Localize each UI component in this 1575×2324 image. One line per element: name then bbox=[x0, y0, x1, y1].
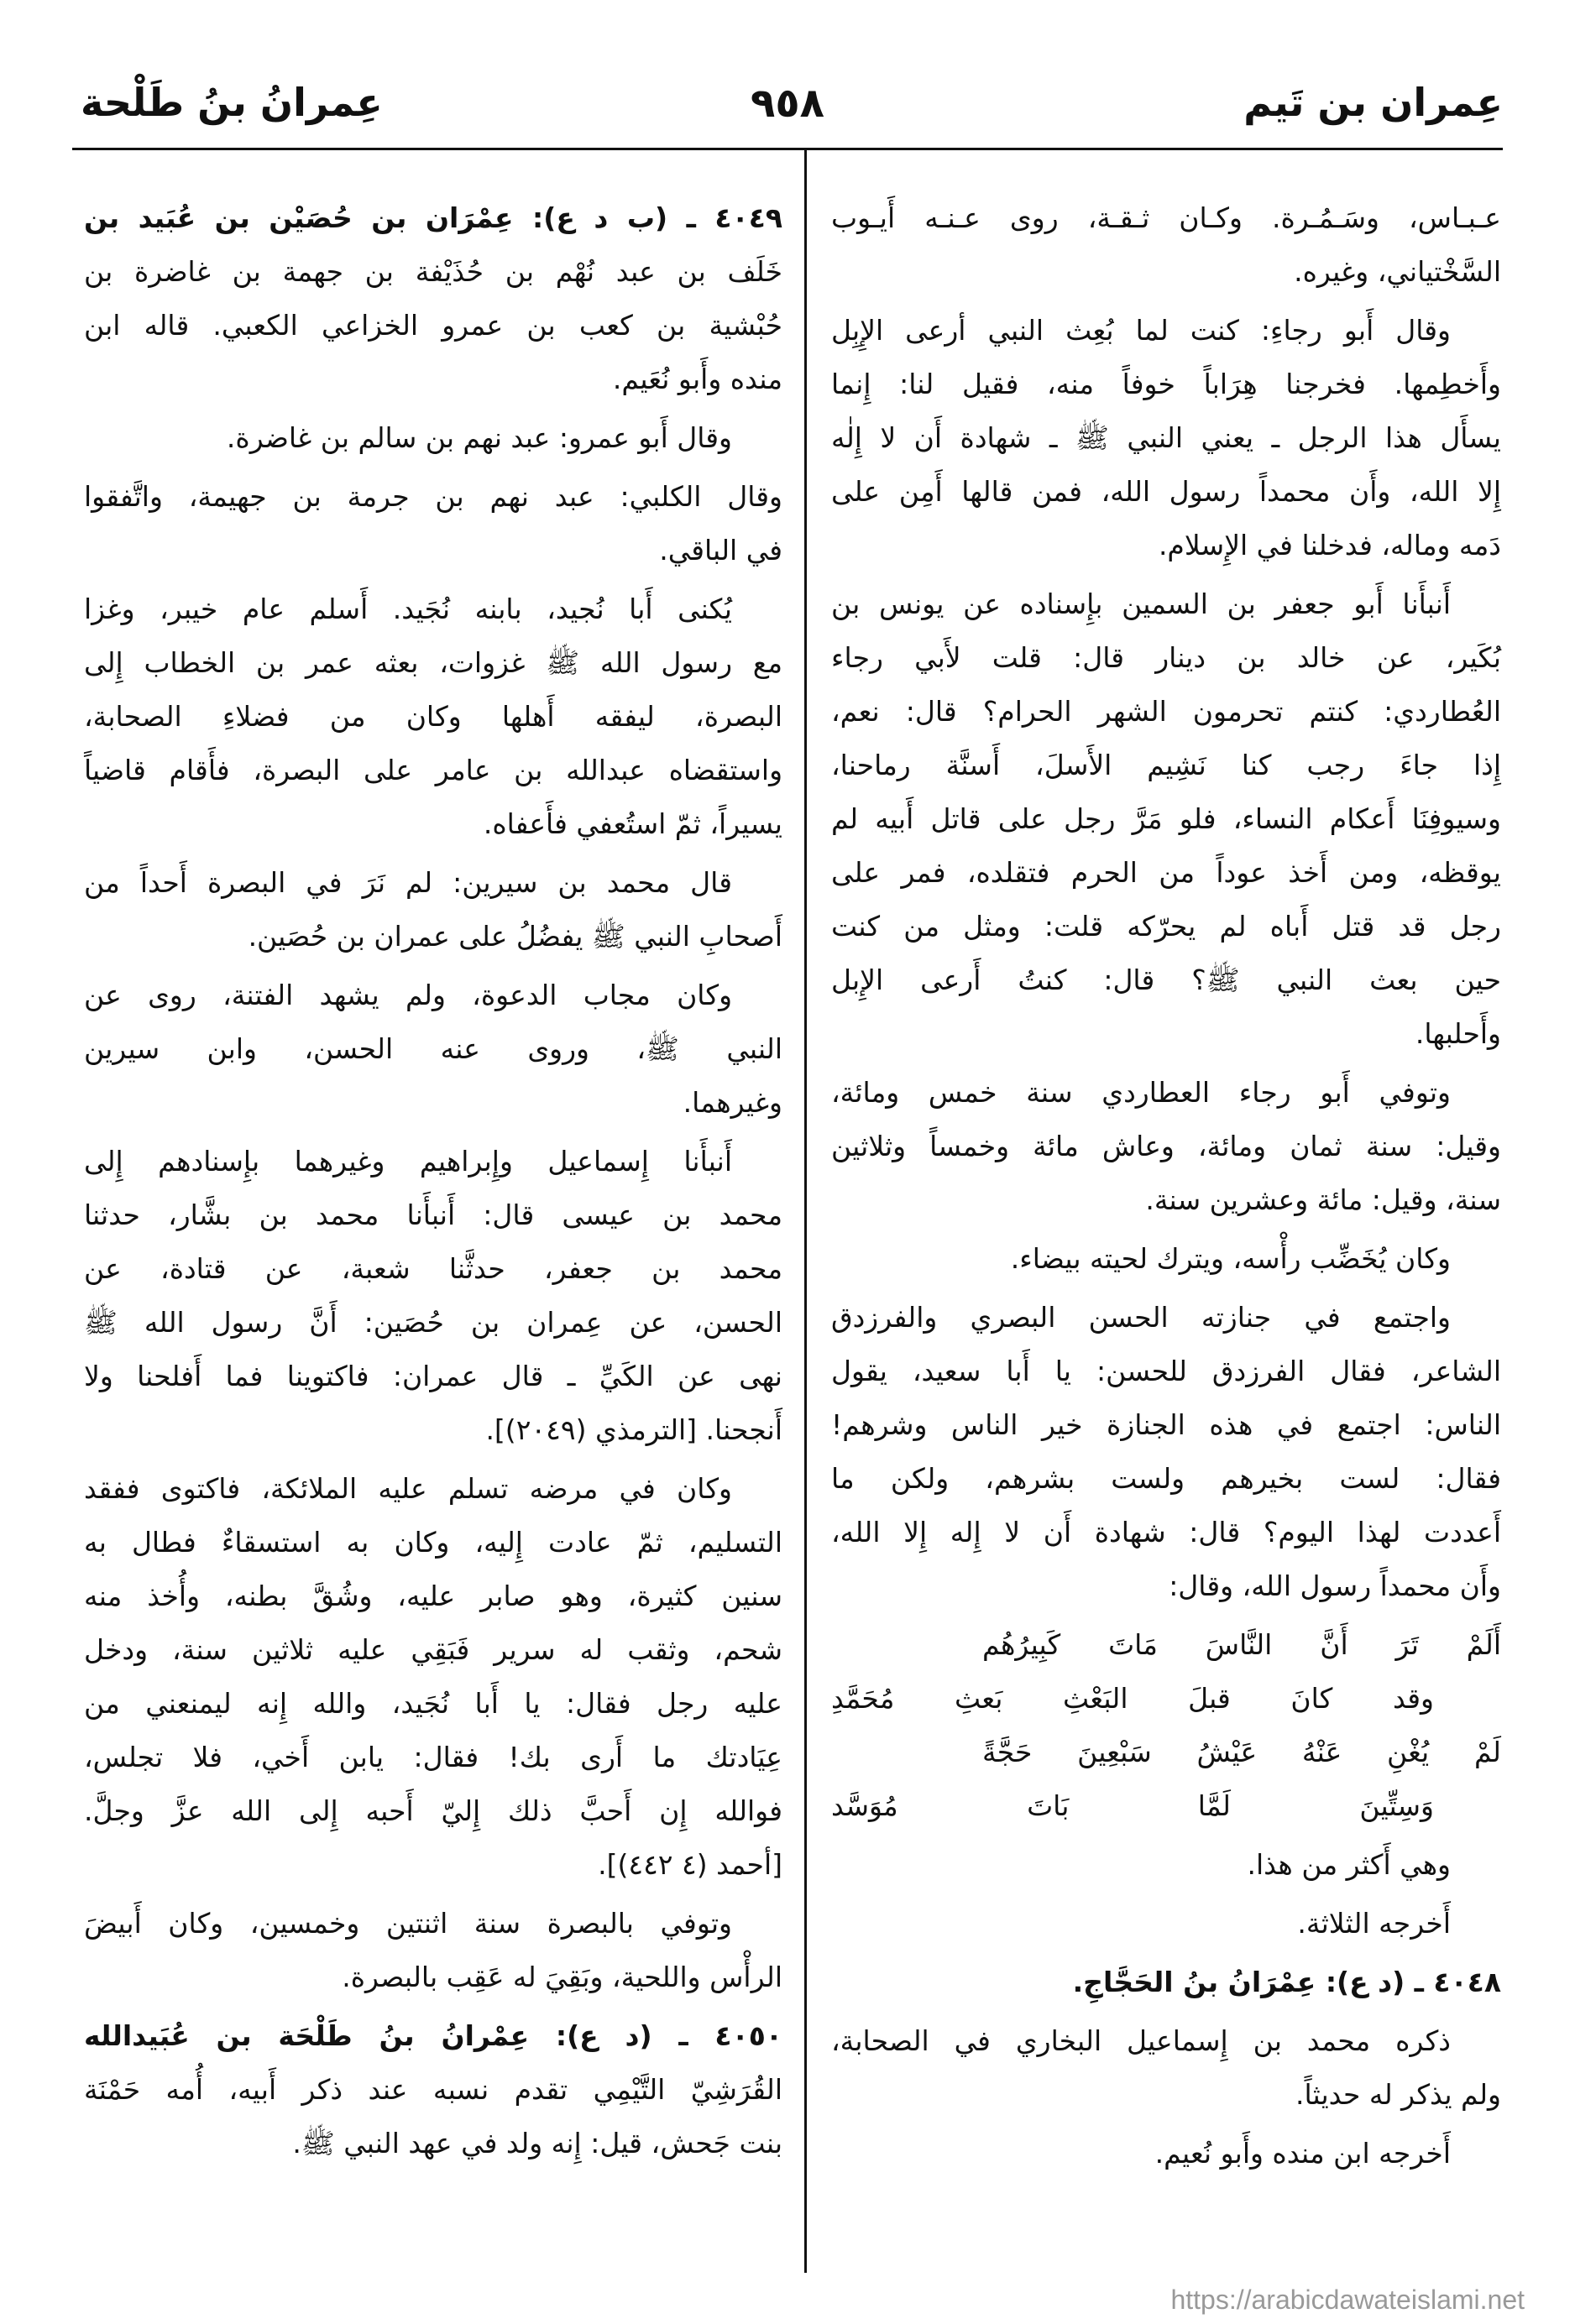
text-line: وَسِتِّينَ لَمَّا بَاتَ مُوَسَّد bbox=[831, 1789, 1434, 1822]
text-line: مع رسول الله ﷺ غزوات، بعثه عمر بن الخطاب إِلى bbox=[84, 646, 782, 679]
text-line: نهى عن الكَيِّ ـ قال عمران: فاكتوينا فما أَفلحنا ولا bbox=[84, 1360, 782, 1392]
text-line: وتوفي بالبصرة سنة اثنتين وخمسين، وكان أَبيضَ bbox=[84, 1907, 732, 1940]
text-line: وقال أَبو عمرو: عبد نهم بن سالم بن غاضرة. bbox=[226, 421, 732, 454]
text-line: أَخرجه ابن منده وأَبو نُعيم. bbox=[1154, 2137, 1451, 2170]
paragraph bbox=[831, 1897, 1501, 1951]
text-line: أَعددت لهذا اليوم؟ قال: شهادة أَن لا إِله إِلا الله، bbox=[831, 1516, 1501, 1548]
paragraph bbox=[831, 2014, 1501, 2122]
paragraph bbox=[831, 1066, 1501, 1227]
text-line: وقال الكلبي: عبد نهم بن جرمة بن جهيمة، واتَّفقوا bbox=[84, 480, 782, 513]
text-line: عليه رجل فقال: يا أَبا نُجَيد، والله إِنه ليمنعني من bbox=[84, 1687, 782, 1720]
entry-heading-paragraph bbox=[84, 191, 782, 406]
text-line: بنت جَحش، قيل: إِنه ولد في عهد النبي ﷺ. bbox=[292, 2127, 782, 2159]
text-line: أَنبأَنا أَبو جعفر بن السمين بإِسناده عن يونس بن bbox=[831, 588, 1451, 620]
text-line: واجتمع في جنازته الحسن البصري والفرزدق bbox=[831, 1301, 1451, 1334]
paragraph bbox=[831, 304, 1501, 572]
text-line: الرأْس واللحية، وبَقِيَ له عَقِب بالبصرة. bbox=[342, 1961, 782, 1993]
paragraph bbox=[84, 969, 782, 1130]
text-line: وقد كانَ قبلَ البَعْثِ بَعثِ مُحَمَّدِ bbox=[831, 1682, 1434, 1715]
text-line: يسأَل هذا الرجل ـ يعني النبي ﷺ ـ شهادة أَن لا إِلٰه bbox=[831, 421, 1501, 454]
text-line: محمد بن عيسى قال: أَنبأَنا محمد بن بشَّار، حدثنا bbox=[84, 1199, 782, 1231]
text-line: دَمه وماله، فدخلنا في الإِسلام. bbox=[1158, 529, 1501, 561]
text-line: يوقظه، ومن أَخذ عوداً من الحرم فتقلده، فمر على bbox=[831, 856, 1501, 889]
text-line: سنين كثيرة، وهو صابر عليه، وشُقَّ بطنه، وأُخذ منه bbox=[84, 1580, 782, 1612]
paragraph bbox=[84, 470, 782, 577]
right-column bbox=[831, 191, 1501, 2186]
text-line: أَنبأَنا إِسماعيل وإِبراهيم وغيرهما بإِسنادهم إِلى bbox=[84, 1145, 732, 1178]
text-line: بُكَير، عن خالد بن دينار قال: قلت لأَبي رجاء bbox=[831, 641, 1501, 674]
paragraph bbox=[84, 1462, 782, 1892]
page-number: ٩٥٨ bbox=[751, 80, 824, 127]
paragraph bbox=[831, 1838, 1501, 1892]
paragraph bbox=[831, 1232, 1501, 1286]
header-rule bbox=[72, 148, 1503, 150]
text-line: منده وأَبو نُعَيم. bbox=[612, 363, 782, 395]
text-line: البصرة، ليفقه أَهلها وكان من فضلاءِ الصحابة، bbox=[84, 700, 782, 733]
text-line: لَمْ يُغْنِ عَنْهُ عَيْشُ سَبْعِينَ حَجَّةً bbox=[982, 1736, 1501, 1768]
text-line: يُكنى أَبا نُجيد، بابنه نُجَيد. أَسلم عام خيبر، وغزا bbox=[84, 593, 732, 625]
text-line: رجل قد قتل أَباه لم يحرّكه قلت: ومثل من كنت bbox=[831, 910, 1501, 943]
text-line: ولم يذكر له حديثاً. bbox=[1295, 2078, 1501, 2111]
text-line: وقيل: سنة ثمان ومائة، وعاش مائة وخمساً وثلاثين bbox=[831, 1130, 1501, 1162]
paragraph bbox=[831, 577, 1501, 1061]
text-line: أَخرجه الثلاثة. bbox=[1297, 1907, 1451, 1940]
text-line: وهي أَكثر من هذا. bbox=[1247, 1848, 1451, 1881]
text-line: وكان في مرضه تسلم عليه الملائكة، فاكتوى ففقد bbox=[84, 1472, 732, 1505]
text-line: في الباقي. bbox=[659, 534, 782, 567]
text-line: القُرَشِيّ التَّيْمِي تقدم نسبه عند ذكر أَبيه، أُمه حَمْنَة bbox=[84, 2073, 782, 2106]
text-line: النبي ﷺ، وروى عنه الحسن، وابن سيرين bbox=[84, 1032, 782, 1065]
poem-verse bbox=[831, 1618, 1501, 1833]
text-line: عـبـاس، وسَـمُـرة. وكـان ثـقـة، روى عـنـه أَيـوب bbox=[831, 201, 1501, 234]
text-line: إِلا الله، وأَن محمداً رسول الله، فمن قالها أَمِن على bbox=[831, 475, 1501, 508]
text-line: محمد بن جعفر، حدثَّنا شعبة، عن قتادة، عن bbox=[84, 1252, 782, 1285]
text-line: الناس: اجتمع في هذه الجنازة خير الناس وشرهم! bbox=[831, 1408, 1501, 1441]
text-line: حُبْشية بن كعب بن عمرو الخزاعي الكعبي. قاله ابن bbox=[84, 309, 782, 342]
running-head-left: عِمرانُ بنُ طَلْحة bbox=[81, 80, 383, 125]
watermark-url: https://arabicdawateislami.net bbox=[1170, 2285, 1525, 2315]
text-line: [أحمد (٤ ٤٤٢)]. bbox=[598, 1848, 782, 1881]
text-line: ٤٠٤٨ ـ (د ع): عِمْرَانُ بنُ الحَجَّاجِ. bbox=[1072, 1966, 1501, 1998]
text-line: شحم، وثقب له سرير فَبَقِي عليه ثلاثين سنة، ودخل bbox=[84, 1633, 782, 1666]
text-line: وقال أَبو رجاءِ: كنت لما بُعِث النبي أرعى الإِبِل bbox=[831, 314, 1451, 347]
text-line: وأَحلبها. bbox=[1415, 1017, 1501, 1050]
paragraph bbox=[831, 191, 1501, 299]
text-line: حين بعث النبي ﷺ؟ قال: كنتُ أَرعى الإِبل bbox=[831, 964, 1501, 996]
entry-heading-paragraph bbox=[84, 2009, 782, 2170]
text-line: التسليم، ثمّ عادت إِليه، وكان به استسقاءٌ فطال به bbox=[84, 1526, 782, 1559]
paragraph bbox=[84, 1897, 782, 2004]
text-line: وكان يُخَضِّب رأْسه، ويترك لحيته بيضاء. bbox=[1010, 1242, 1451, 1275]
text-line: وكان مجاب الدعوة، ولم يشهد الفتنة، روى عن bbox=[84, 979, 732, 1011]
left-column bbox=[84, 191, 782, 2175]
paragraph bbox=[84, 411, 782, 465]
text-line: الشاعر، فقال الفرزدق للحسن: يا أَبا سعيد، يقول bbox=[831, 1355, 1501, 1387]
text-line: إِذا جاءَ رجب كنا نَشِيم الأَسلَ، أَسنَّة رماحنا، bbox=[831, 749, 1501, 781]
text-line: واستقضاه عبدالله بن عامر على البصرة، فأَقام قاضياً bbox=[84, 754, 782, 786]
text-line: وأَخطِمها. فخرجنا هِرَاباً خوفاً منه، فقيل لنا: إِنما bbox=[831, 368, 1501, 400]
paragraph bbox=[831, 1291, 1501, 1613]
text-line: العُطاردي: كنتم تحرمون الشهر الحرام؟ قال: نعم، bbox=[831, 695, 1501, 728]
text-line: ٤٠٤٩ ـ (ب د ع): عِمْرَان بن حُصَيْن بن عُبَيد بن bbox=[84, 201, 782, 234]
text-line: قال محمد بن سيرين: لم نَرَ في البصرة أَحداً من bbox=[84, 866, 732, 899]
entry-heading-paragraph bbox=[831, 1956, 1501, 2009]
text-line: وتوفي أَبو رجاء العطاردي سنة خمس ومائة، bbox=[831, 1076, 1451, 1109]
paragraph bbox=[84, 856, 782, 964]
running-head-right: عِمران بن تَيم bbox=[1243, 80, 1503, 125]
text-line: وأَن محمداً رسول الله، وقال: bbox=[1169, 1569, 1501, 1602]
column-divider bbox=[804, 149, 807, 2273]
text-line: الحسن، عن عِمران بن حُصَين: أَنَّ رسول الله ﷺ bbox=[84, 1306, 782, 1339]
text-line: سنة، وقيل: مائة وعشرين سنة. bbox=[1145, 1183, 1501, 1216]
text-line: وسيوفِنَا أَعكام النساء، فلو مَرَّ رجل على قاتل أَبيه لم bbox=[831, 802, 1501, 835]
text-line: السَّخْتياني، وغيره. bbox=[1294, 255, 1501, 288]
text-line: فقال: لست بخيرهم ولست بشرهم، ولكن ما bbox=[831, 1462, 1501, 1495]
text-line: يسيراً، ثمّ استُعفي فأَعفاه. bbox=[483, 807, 782, 840]
text-line: أَنجحنا. [الترمذي (٢٠٤٩)]. bbox=[485, 1413, 782, 1446]
text-line: فوالله إِن أَحبَّ ذلك إِليّ أَحبه إِلى الله عزَّ وجلَّ. bbox=[84, 1794, 782, 1827]
text-line: عِيَادتك ما أَرى بك! فقال: يابن أَخي، فلا تجلس، bbox=[84, 1741, 782, 1773]
text-line: أَصحابِ النبي ﷺ يفضُلُ على عمران بن حُصَين. bbox=[248, 920, 782, 953]
paragraph bbox=[84, 1135, 782, 1457]
text-line: ٤٠٥٠ ـ (د ع): عِمْرانُ بنُ طَلْحَة بن عُبَيدالله bbox=[84, 2019, 782, 2052]
paragraph bbox=[831, 2127, 1501, 2180]
text-line: ذكره محمد بن إِسماعيل البخاري في الصحابة، bbox=[831, 2024, 1451, 2057]
paragraph bbox=[84, 582, 782, 851]
text-line: خَلَف بن عبد نُهْم بن حُذَيْفة بن جهمة بن غاضرة بن bbox=[84, 255, 782, 288]
text-line: أَلَمْ تَرَ أَنَّ النَّاسَ مَاتَ كَبِيرُهُم bbox=[982, 1628, 1501, 1661]
text-line: وغيرهما. bbox=[683, 1086, 782, 1119]
